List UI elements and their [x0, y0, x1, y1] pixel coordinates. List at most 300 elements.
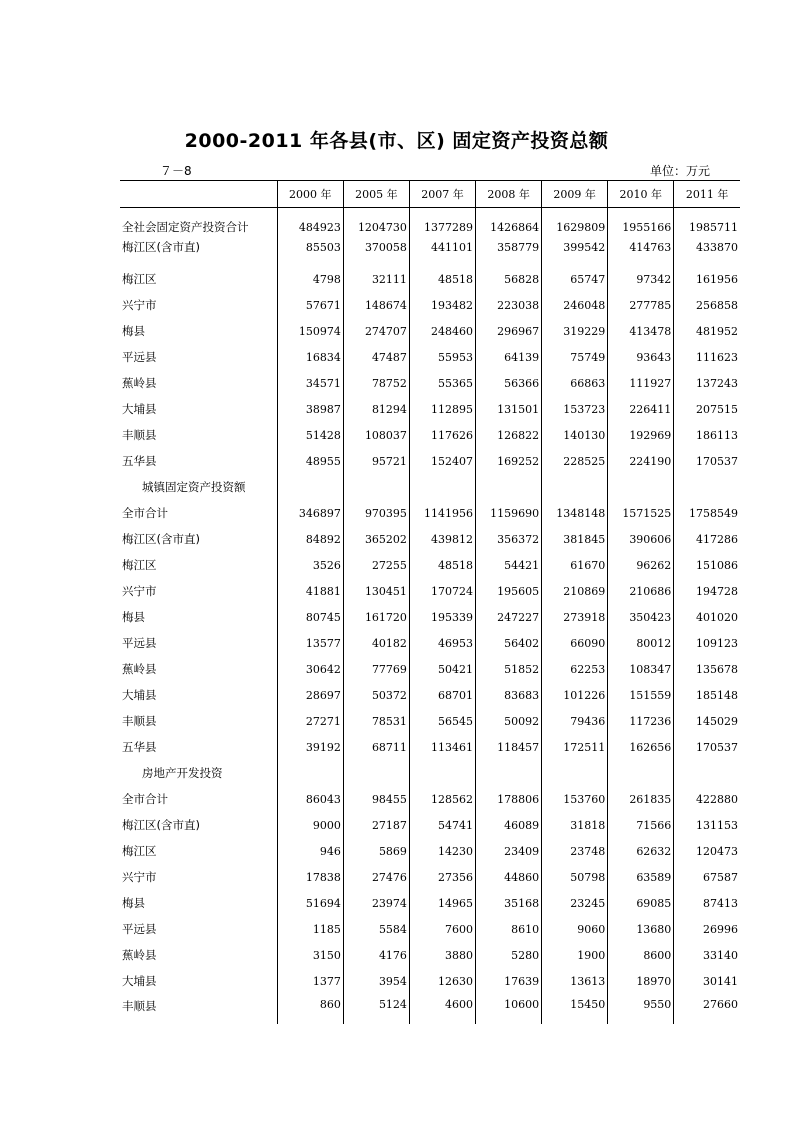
value-cell: 128562 — [409, 786, 475, 812]
value-cell: 46953 — [409, 630, 475, 656]
value-cell: 319229 — [542, 318, 608, 344]
row-label: 全社会固定资产投资合计 — [122, 220, 249, 234]
value-cell: 65747 — [542, 266, 608, 292]
value-cell: 5869 — [343, 838, 409, 864]
row-label: 丰顺县 — [122, 714, 157, 728]
value-cell: 417286 — [674, 526, 740, 552]
value-cell: 161720 — [343, 604, 409, 630]
value-cell: 8600 — [608, 942, 674, 968]
row-label: 大埔县 — [122, 688, 157, 702]
value-cell: 27187 — [343, 812, 409, 838]
value-cell: 153760 — [542, 786, 608, 812]
row-label: 梅江区(含市直) — [122, 818, 200, 832]
value-cell: 101226 — [542, 682, 608, 708]
value-cell — [542, 257, 608, 266]
table-row — [120, 578, 740, 604]
table-row — [120, 656, 740, 682]
value-cell — [608, 208, 674, 218]
value-cell: 63589 — [608, 864, 674, 890]
value-cell — [409, 474, 475, 500]
row-label: 蕉岭县 — [122, 662, 157, 676]
value-cell: 9060 — [542, 916, 608, 942]
value-cell: 1204730 — [343, 217, 409, 237]
value-cell: 185148 — [674, 682, 740, 708]
value-cell: 50421 — [409, 656, 475, 682]
value-cell: 1141956 — [409, 500, 475, 526]
value-cell: 228525 — [542, 448, 608, 474]
value-cell: 14965 — [409, 890, 475, 916]
value-cell: 39192 — [277, 734, 343, 760]
value-cell: 261835 — [608, 786, 674, 812]
value-cell: 170537 — [674, 734, 740, 760]
value-cell: 210686 — [608, 578, 674, 604]
table-row — [120, 318, 740, 344]
table-row — [120, 237, 740, 257]
value-cell: 117626 — [409, 422, 475, 448]
value-cell: 56545 — [409, 708, 475, 734]
table-row — [120, 968, 740, 994]
value-cell: 1985711 — [674, 217, 740, 237]
row-label: 兴宁市 — [122, 584, 157, 598]
value-cell: 148674 — [343, 292, 409, 318]
value-cell: 62632 — [608, 838, 674, 864]
value-cell: 1758549 — [674, 500, 740, 526]
value-cell: 30141 — [674, 968, 740, 994]
value-cell: 246048 — [542, 292, 608, 318]
row-label: 全市合计 — [122, 792, 168, 806]
value-cell: 51428 — [277, 422, 343, 448]
value-cell: 34571 — [277, 370, 343, 396]
value-cell: 224190 — [608, 448, 674, 474]
value-cell: 50092 — [476, 708, 542, 734]
table-row — [120, 552, 740, 578]
table-row — [120, 734, 740, 760]
value-cell: 111927 — [608, 370, 674, 396]
value-cell — [542, 474, 608, 500]
value-cell: 946 — [277, 838, 343, 864]
value-cell: 56402 — [476, 630, 542, 656]
value-cell: 1900 — [542, 942, 608, 968]
value-cell: 38987 — [277, 396, 343, 422]
value-cell: 54741 — [409, 812, 475, 838]
value-cell: 55953 — [409, 344, 475, 370]
value-cell: 33140 — [674, 942, 740, 968]
value-cell: 61670 — [542, 552, 608, 578]
value-cell: 131153 — [674, 812, 740, 838]
value-cell: 57671 — [277, 292, 343, 318]
value-cell: 56366 — [476, 370, 542, 396]
value-cell: 77769 — [343, 656, 409, 682]
value-cell: 108037 — [343, 422, 409, 448]
value-cell: 356372 — [476, 526, 542, 552]
value-cell: 95721 — [343, 448, 409, 474]
row-label — [120, 257, 277, 266]
table-row — [120, 448, 740, 474]
value-cell: 439812 — [409, 526, 475, 552]
value-cell: 50372 — [343, 682, 409, 708]
value-cell: 4798 — [277, 266, 343, 292]
row-label: 蕉岭县 — [122, 376, 157, 390]
value-cell: 55365 — [409, 370, 475, 396]
value-cell: 481952 — [674, 318, 740, 344]
value-cell: 78752 — [343, 370, 409, 396]
value-cell: 1377 — [277, 968, 343, 994]
value-cell: 1629809 — [542, 217, 608, 237]
row-label: 梅县 — [122, 324, 145, 338]
value-cell — [476, 208, 542, 218]
value-cell: 27255 — [343, 552, 409, 578]
row-label: 平远县 — [122, 636, 157, 650]
value-cell: 1348148 — [542, 500, 608, 526]
row-label — [120, 208, 277, 218]
value-cell: 16834 — [277, 344, 343, 370]
table-row — [120, 500, 740, 526]
value-cell: 40182 — [343, 630, 409, 656]
unit-label: 单位：万元 — [650, 164, 711, 178]
row-label: 五华县 — [122, 740, 157, 754]
value-cell: 169252 — [476, 448, 542, 474]
value-cell: 84892 — [277, 526, 343, 552]
value-cell: 1185 — [277, 916, 343, 942]
table-row — [120, 942, 740, 968]
value-cell — [343, 208, 409, 218]
value-cell: 4176 — [343, 942, 409, 968]
value-cell: 111623 — [674, 344, 740, 370]
value-cell — [409, 760, 475, 786]
value-cell: 68711 — [343, 734, 409, 760]
value-cell: 113461 — [409, 734, 475, 760]
table-row — [120, 526, 740, 552]
row-label: 梅江区 — [122, 844, 157, 858]
value-cell: 5584 — [343, 916, 409, 942]
value-cell: 3880 — [409, 942, 475, 968]
column-header: 2011 年 — [674, 181, 740, 208]
value-cell: 151086 — [674, 552, 740, 578]
value-cell: 13680 — [608, 916, 674, 942]
value-cell: 131501 — [476, 396, 542, 422]
value-cell: 79436 — [542, 708, 608, 734]
value-cell: 192969 — [608, 422, 674, 448]
value-cell: 346897 — [277, 500, 343, 526]
column-header: 2010 年 — [608, 181, 674, 208]
value-cell: 83683 — [476, 682, 542, 708]
value-cell: 109123 — [674, 630, 740, 656]
value-cell — [277, 760, 343, 786]
value-cell: 48518 — [409, 552, 475, 578]
value-cell: 126822 — [476, 422, 542, 448]
table-row — [120, 370, 740, 396]
table-row — [120, 604, 740, 630]
row-label: 梅江区(含市直) — [122, 532, 200, 546]
value-cell: 274707 — [343, 318, 409, 344]
value-cell: 67587 — [674, 864, 740, 890]
value-cell: 87413 — [674, 890, 740, 916]
value-cell: 170537 — [674, 448, 740, 474]
value-cell: 12630 — [409, 968, 475, 994]
row-label: 大埔县 — [122, 974, 157, 988]
table-row — [120, 217, 740, 237]
value-cell — [476, 474, 542, 500]
value-cell: 27271 — [277, 708, 343, 734]
table-row — [120, 292, 740, 318]
value-cell: 27356 — [409, 864, 475, 890]
value-cell: 75749 — [542, 344, 608, 370]
value-cell: 7600 — [409, 916, 475, 942]
value-cell: 441101 — [409, 237, 475, 257]
table-row — [120, 630, 740, 656]
value-cell: 93643 — [608, 344, 674, 370]
value-cell: 47487 — [343, 344, 409, 370]
value-cell — [674, 257, 740, 266]
value-cell — [476, 257, 542, 266]
row-label: 平远县 — [122, 922, 157, 936]
value-cell: 66863 — [542, 370, 608, 396]
column-header: 2009 年 — [542, 181, 608, 208]
value-cell: 27660 — [674, 994, 740, 1024]
table-code: ７－8 — [160, 164, 192, 178]
value-cell: 31818 — [542, 812, 608, 838]
value-cell: 1571525 — [608, 500, 674, 526]
value-cell: 210869 — [542, 578, 608, 604]
value-cell: 1955166 — [608, 217, 674, 237]
table-row — [120, 422, 740, 448]
row-label: 丰顺县 — [122, 999, 157, 1013]
value-cell: 170724 — [409, 578, 475, 604]
value-cell: 970395 — [343, 500, 409, 526]
row-label: 蕉岭县 — [122, 948, 157, 962]
value-cell — [277, 257, 343, 266]
value-cell: 44860 — [476, 864, 542, 890]
value-cell: 18970 — [608, 968, 674, 994]
value-cell: 273918 — [542, 604, 608, 630]
value-cell: 17639 — [476, 968, 542, 994]
value-cell: 14230 — [409, 838, 475, 864]
value-cell: 162656 — [608, 734, 674, 760]
row-label: 梅县 — [122, 896, 145, 910]
value-cell: 247227 — [476, 604, 542, 630]
row-label: 全市合计 — [122, 506, 168, 520]
value-cell: 399542 — [542, 237, 608, 257]
value-cell: 137243 — [674, 370, 740, 396]
table-row — [120, 812, 740, 838]
value-cell: 1159690 — [476, 500, 542, 526]
value-cell: 433870 — [674, 237, 740, 257]
header-row — [120, 181, 740, 208]
column-header: 2000 年 — [277, 181, 343, 208]
value-cell: 484923 — [277, 217, 343, 237]
value-cell — [674, 474, 740, 500]
value-cell: 370058 — [343, 237, 409, 257]
value-cell: 178806 — [476, 786, 542, 812]
value-cell: 54421 — [476, 552, 542, 578]
value-cell: 23245 — [542, 890, 608, 916]
table-row — [120, 396, 740, 422]
value-cell: 153723 — [542, 396, 608, 422]
row-label: 平远县 — [122, 350, 157, 364]
value-cell: 48955 — [277, 448, 343, 474]
value-cell: 390606 — [608, 526, 674, 552]
value-cell — [343, 760, 409, 786]
value-cell: 145029 — [674, 708, 740, 734]
value-cell: 68701 — [409, 682, 475, 708]
value-cell: 117236 — [608, 708, 674, 734]
value-cell: 118457 — [476, 734, 542, 760]
value-cell: 422880 — [674, 786, 740, 812]
value-cell: 226411 — [608, 396, 674, 422]
value-cell: 223038 — [476, 292, 542, 318]
value-cell: 195605 — [476, 578, 542, 604]
value-cell: 17838 — [277, 864, 343, 890]
value-cell: 120473 — [674, 838, 740, 864]
column-header: 2005 年 — [343, 181, 409, 208]
row-label: 大埔县 — [122, 402, 157, 416]
table-row — [120, 916, 740, 942]
row-label: 梅县 — [122, 610, 145, 624]
value-cell — [476, 760, 542, 786]
value-cell: 193482 — [409, 292, 475, 318]
row-label: 房地产开发投资 — [142, 766, 223, 780]
row-label: 梅江区 — [122, 558, 157, 572]
value-cell: 80012 — [608, 630, 674, 656]
value-cell: 13613 — [542, 968, 608, 994]
page-title: 2000-2011 年各县(市、区) 固定资产投资总额 — [184, 130, 609, 152]
value-cell: 194728 — [674, 578, 740, 604]
value-cell: 130451 — [343, 578, 409, 604]
row-label: 梅江区 — [122, 272, 157, 286]
value-cell: 64139 — [476, 344, 542, 370]
value-cell — [608, 760, 674, 786]
value-cell — [343, 474, 409, 500]
value-cell — [674, 208, 740, 218]
value-cell: 66090 — [542, 630, 608, 656]
value-cell — [409, 208, 475, 218]
value-cell — [542, 760, 608, 786]
row-label: 梅江区(含市直) — [122, 240, 200, 254]
value-cell: 5280 — [476, 942, 542, 968]
value-cell: 62253 — [542, 656, 608, 682]
value-cell: 51852 — [476, 656, 542, 682]
value-cell: 56828 — [476, 266, 542, 292]
value-cell: 5124 — [343, 994, 409, 1024]
value-cell: 96262 — [608, 552, 674, 578]
value-cell: 161956 — [674, 266, 740, 292]
value-cell: 69085 — [608, 890, 674, 916]
value-cell: 50798 — [542, 864, 608, 890]
value-cell: 98455 — [343, 786, 409, 812]
value-cell: 23409 — [476, 838, 542, 864]
value-cell: 80745 — [277, 604, 343, 630]
value-cell: 414763 — [608, 237, 674, 257]
value-cell: 350423 — [608, 604, 674, 630]
value-cell: 256858 — [674, 292, 740, 318]
value-cell: 15450 — [542, 994, 608, 1024]
value-cell: 86043 — [277, 786, 343, 812]
value-cell: 135678 — [674, 656, 740, 682]
value-cell: 150974 — [277, 318, 343, 344]
value-cell: 35168 — [476, 890, 542, 916]
table-row — [120, 208, 740, 218]
value-cell: 28697 — [277, 682, 343, 708]
value-cell: 48518 — [409, 266, 475, 292]
value-cell — [542, 208, 608, 218]
table-row — [120, 708, 740, 734]
value-cell — [608, 474, 674, 500]
value-cell: 3150 — [277, 942, 343, 968]
value-cell — [277, 474, 343, 500]
value-cell — [674, 760, 740, 786]
value-cell: 9000 — [277, 812, 343, 838]
row-label: 兴宁市 — [122, 298, 157, 312]
value-cell: 81294 — [343, 396, 409, 422]
value-cell — [608, 257, 674, 266]
value-cell: 1426864 — [476, 217, 542, 237]
value-cell — [277, 208, 343, 218]
value-cell: 85503 — [277, 237, 343, 257]
row-label: 兴宁市 — [122, 870, 157, 884]
value-cell: 186113 — [674, 422, 740, 448]
value-cell: 3526 — [277, 552, 343, 578]
value-cell: 30642 — [277, 656, 343, 682]
column-header: 2007 年 — [409, 181, 475, 208]
table-row — [120, 266, 740, 292]
table-row — [120, 257, 740, 266]
value-cell: 413478 — [608, 318, 674, 344]
value-cell: 27476 — [343, 864, 409, 890]
value-cell: 277785 — [608, 292, 674, 318]
value-cell: 10600 — [476, 994, 542, 1024]
value-cell: 401020 — [674, 604, 740, 630]
value-cell — [409, 257, 475, 266]
table-row — [120, 474, 740, 500]
table-row — [120, 994, 740, 1024]
table-row — [120, 864, 740, 890]
value-cell: 41881 — [277, 578, 343, 604]
header-blank — [120, 181, 277, 208]
value-cell: 151559 — [608, 682, 674, 708]
value-cell: 296967 — [476, 318, 542, 344]
table-row — [120, 786, 740, 812]
value-cell: 46089 — [476, 812, 542, 838]
row-label: 丰顺县 — [122, 428, 157, 442]
value-cell: 26996 — [674, 916, 740, 942]
value-cell — [343, 257, 409, 266]
value-cell: 13577 — [277, 630, 343, 656]
row-label: 五华县 — [122, 454, 157, 468]
table-row — [120, 344, 740, 370]
investment-table — [120, 180, 740, 1024]
row-label: 城镇固定资产投资额 — [142, 480, 246, 494]
value-cell: 32111 — [343, 266, 409, 292]
value-cell: 23974 — [343, 890, 409, 916]
value-cell: 112895 — [409, 396, 475, 422]
value-cell: 860 — [277, 994, 343, 1024]
table-row — [120, 890, 740, 916]
table-row — [120, 682, 740, 708]
value-cell: 78531 — [343, 708, 409, 734]
value-cell: 172511 — [542, 734, 608, 760]
value-cell: 381845 — [542, 526, 608, 552]
value-cell: 51694 — [277, 890, 343, 916]
value-cell: 358779 — [476, 237, 542, 257]
table-row — [120, 838, 740, 864]
value-cell: 23748 — [542, 838, 608, 864]
value-cell: 8610 — [476, 916, 542, 942]
value-cell: 3954 — [343, 968, 409, 994]
column-header: 2008 年 — [476, 181, 542, 208]
value-cell: 195339 — [409, 604, 475, 630]
value-cell: 365202 — [343, 526, 409, 552]
value-cell: 4600 — [409, 994, 475, 1024]
